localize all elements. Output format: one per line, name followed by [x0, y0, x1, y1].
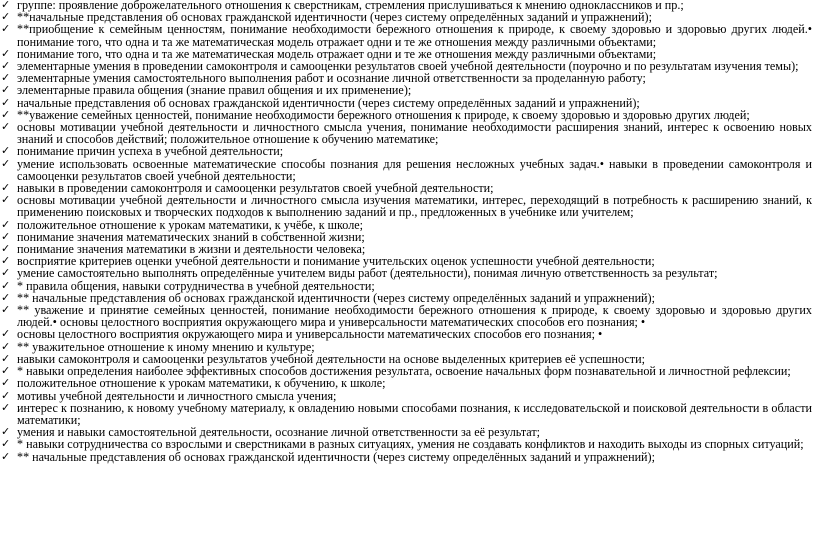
list-item-text: положительное отношение к урокам математики, к обучению, к школе; — [17, 376, 386, 391]
list-item-text: **приобщение к семейным ценностям, понимание необходимости бережного отношения к природе, к своему здоровью и здоровью других людей.• понимание того, что одна и та же математическая модель отражает одни и те же отношения между различными объектами; — [17, 22, 812, 49]
checkmark-icon: ✓ — [1, 181, 11, 195]
checkmark-icon: ✓ — [1, 242, 11, 256]
list-item-text: ** уважительное отношение к иному мнению и культуре; — [17, 339, 315, 354]
checkmark-icon: ✓ — [1, 339, 11, 353]
checkmark-icon: ✓ — [1, 364, 11, 378]
checkmark-icon: ✓ — [1, 120, 11, 134]
checkmark-icon: ✓ — [1, 351, 11, 365]
list-item-text: умение использовать освоенные математические способы познания для решения несложных учебных задач.• навыки в проведении самоконтроля и самооценки результатов своей учебной деятельности; — [17, 156, 812, 183]
list-item-text: навыки в проведении самоконтроля и самооценки результатов своей учебной деятельности; — [17, 181, 494, 196]
checkmark-icon: ✓ — [1, 437, 11, 451]
checkmark-icon: ✓ — [1, 254, 11, 268]
checkmark-icon: ✓ — [1, 400, 11, 414]
checkmark-icon: ✓ — [1, 0, 11, 11]
checkmark-icon: ✓ — [1, 22, 11, 36]
list-item-text: элементарные правила общения (знание правил общения и их применение); — [17, 83, 412, 98]
list-item-text: ** уважение и принятие семейных ценностей, понимание необходимости бережного отношения к природе, к своему здоровью и здоровью других людей.• основы целостного восприятия окружающего мира и универсальности математических способов его познания; • — [17, 303, 812, 330]
checkmark-icon: ✓ — [1, 425, 11, 439]
list-item-text: основы целостного восприятия окружающего мира и универсальности математических способов его познания; • — [17, 327, 603, 342]
checkmark-icon: ✓ — [1, 59, 11, 73]
checkmark-icon: ✓ — [1, 144, 11, 158]
list-item-text: начальные представления об основах гражданской идентичности (через систему определённых заданий и упражнений); — [17, 95, 640, 110]
list-item — [0, 194, 812, 218]
list-item-text: навыки самоконтроля и самооценки результатов учебной деятельности на основе выделенных критериев её успешности; — [17, 351, 645, 366]
list-item — [0, 451, 812, 463]
checkmark-icon: ✓ — [1, 388, 11, 402]
checkmark-icon: ✓ — [1, 290, 11, 304]
checkmark-icon: ✓ — [1, 303, 11, 317]
list-item-text: **уважение семейных ценностей, понимание необходимости бережного отношения к природе, к своему здоровью и здоровью других людей; — [17, 107, 750, 122]
list-item-text: умение самостоятельно выполнять определённые учителем виды работ (деятельности), понимая личную ответственность за результат; — [17, 266, 718, 281]
list-item-text: элементарные умения самостоятельного выполнения работ и осознание личной ответственности за проделанную работу; — [17, 71, 646, 86]
checkmark-icon: ✓ — [1, 107, 11, 121]
list-item-text: восприятие критериев оценки учебной деятельности и понимание учительских оценок успешности учебной деятельности; — [17, 254, 655, 269]
checkmark-icon: ✓ — [1, 46, 11, 60]
checkmark-icon: ✓ — [1, 95, 11, 109]
checkmark-icon: ✓ — [1, 376, 11, 390]
checkmark-icon: ✓ — [1, 71, 11, 85]
list-item-text: основы мотивации учебной деятельности и личностного смысла изучения математики, интерес, переходящий в потребность к расширению знаний, к применению поисковых и творческих подходов к выполнению заданий и пр., предложенных в учебнике или учителем; — [17, 193, 812, 220]
list-item — [0, 402, 812, 426]
checkmark-icon: ✓ — [1, 449, 11, 463]
list-item — [0, 158, 812, 182]
list-item-text: интерес к познанию, к новому учебному материалу, к овладению новыми способами познания, к исследовательской и поисковой деятельности в области математики; — [17, 400, 812, 427]
list-item-text: * правила общения, навыки сотрудничества в учебной деятельности; — [17, 278, 375, 293]
list-item-text: понимание причин успеха в учебной деятельности; — [17, 144, 284, 159]
checkmark-icon: ✓ — [1, 217, 11, 231]
checkmark-icon: ✓ — [1, 229, 11, 243]
checkmark-icon: ✓ — [1, 10, 11, 24]
list-item-text: понимание значения математических знаний в собственной жизни; — [17, 229, 365, 244]
list-item-text: ** начальные представления об основах гражданской идентичности (через систему определённых заданий и упражнений); — [17, 449, 655, 464]
checkmark-icon: ✓ — [1, 266, 11, 280]
list-item — [0, 121, 812, 145]
list-item-text: **начальные представления об основах гражданской идентичности (через систему определённых заданий и упражнений); — [17, 10, 652, 25]
list-item — [0, 304, 812, 328]
list-item-text: * навыки определения наиболее эффективных способов достижения результата, освоение начальных форм познавательной и личностной рефлексии; — [17, 364, 791, 379]
checkmark-icon: ✓ — [1, 278, 11, 292]
list-item-text: группе: проявление доброжелательного отношения к сверстникам, стремления прислушиваться к мнению одноклассников и пр.; — [17, 0, 684, 12]
list-item-text: элементарные умения в проведении самоконтроля и самооценки результатов своей учебной деятельности (поурочно и по результатам изучения темы); — [17, 59, 799, 74]
list-item — [0, 23, 812, 47]
checkmark-icon: ✓ — [1, 83, 11, 97]
list-item-text: основы мотивации учебной деятельности и личностного смысла учения, понимание необходимости расширения знаний, интерес к освоению новых знаний и способов действий; положительное отношение к обучению математике; — [17, 120, 812, 147]
list-item-text: положительное отношение к урокам математики, к учёбе, к школе; — [17, 217, 364, 232]
list-item-text: умения и навыки самостоятельной деятельности, осознание личной ответственности за её результат; — [17, 425, 541, 440]
checkmark-icon: ✓ — [1, 327, 11, 341]
checkmark-icon: ✓ — [1, 193, 11, 207]
list-item-text: понимание того, что одна и та же математическая модель отражает одни и те же отношения между различными объектами; — [17, 46, 657, 61]
list-item-text: * навыки сотрудничества со взрослыми и сверстниками в разных ситуациях, умения не создавать конфликтов и находить выходы из спорных ситуаций; — [17, 437, 804, 452]
checkmark-icon: ✓ — [1, 156, 11, 170]
list-item-text: мотивы учебной деятельности и личностного смысла учения; — [17, 388, 337, 403]
list-item-text: ** начальные представления об основах гражданской идентичности (через систему определённых заданий и упражнений); — [17, 290, 655, 305]
list-item-text: понимание значения математики в жизни и деятельности человека; — [17, 242, 366, 257]
